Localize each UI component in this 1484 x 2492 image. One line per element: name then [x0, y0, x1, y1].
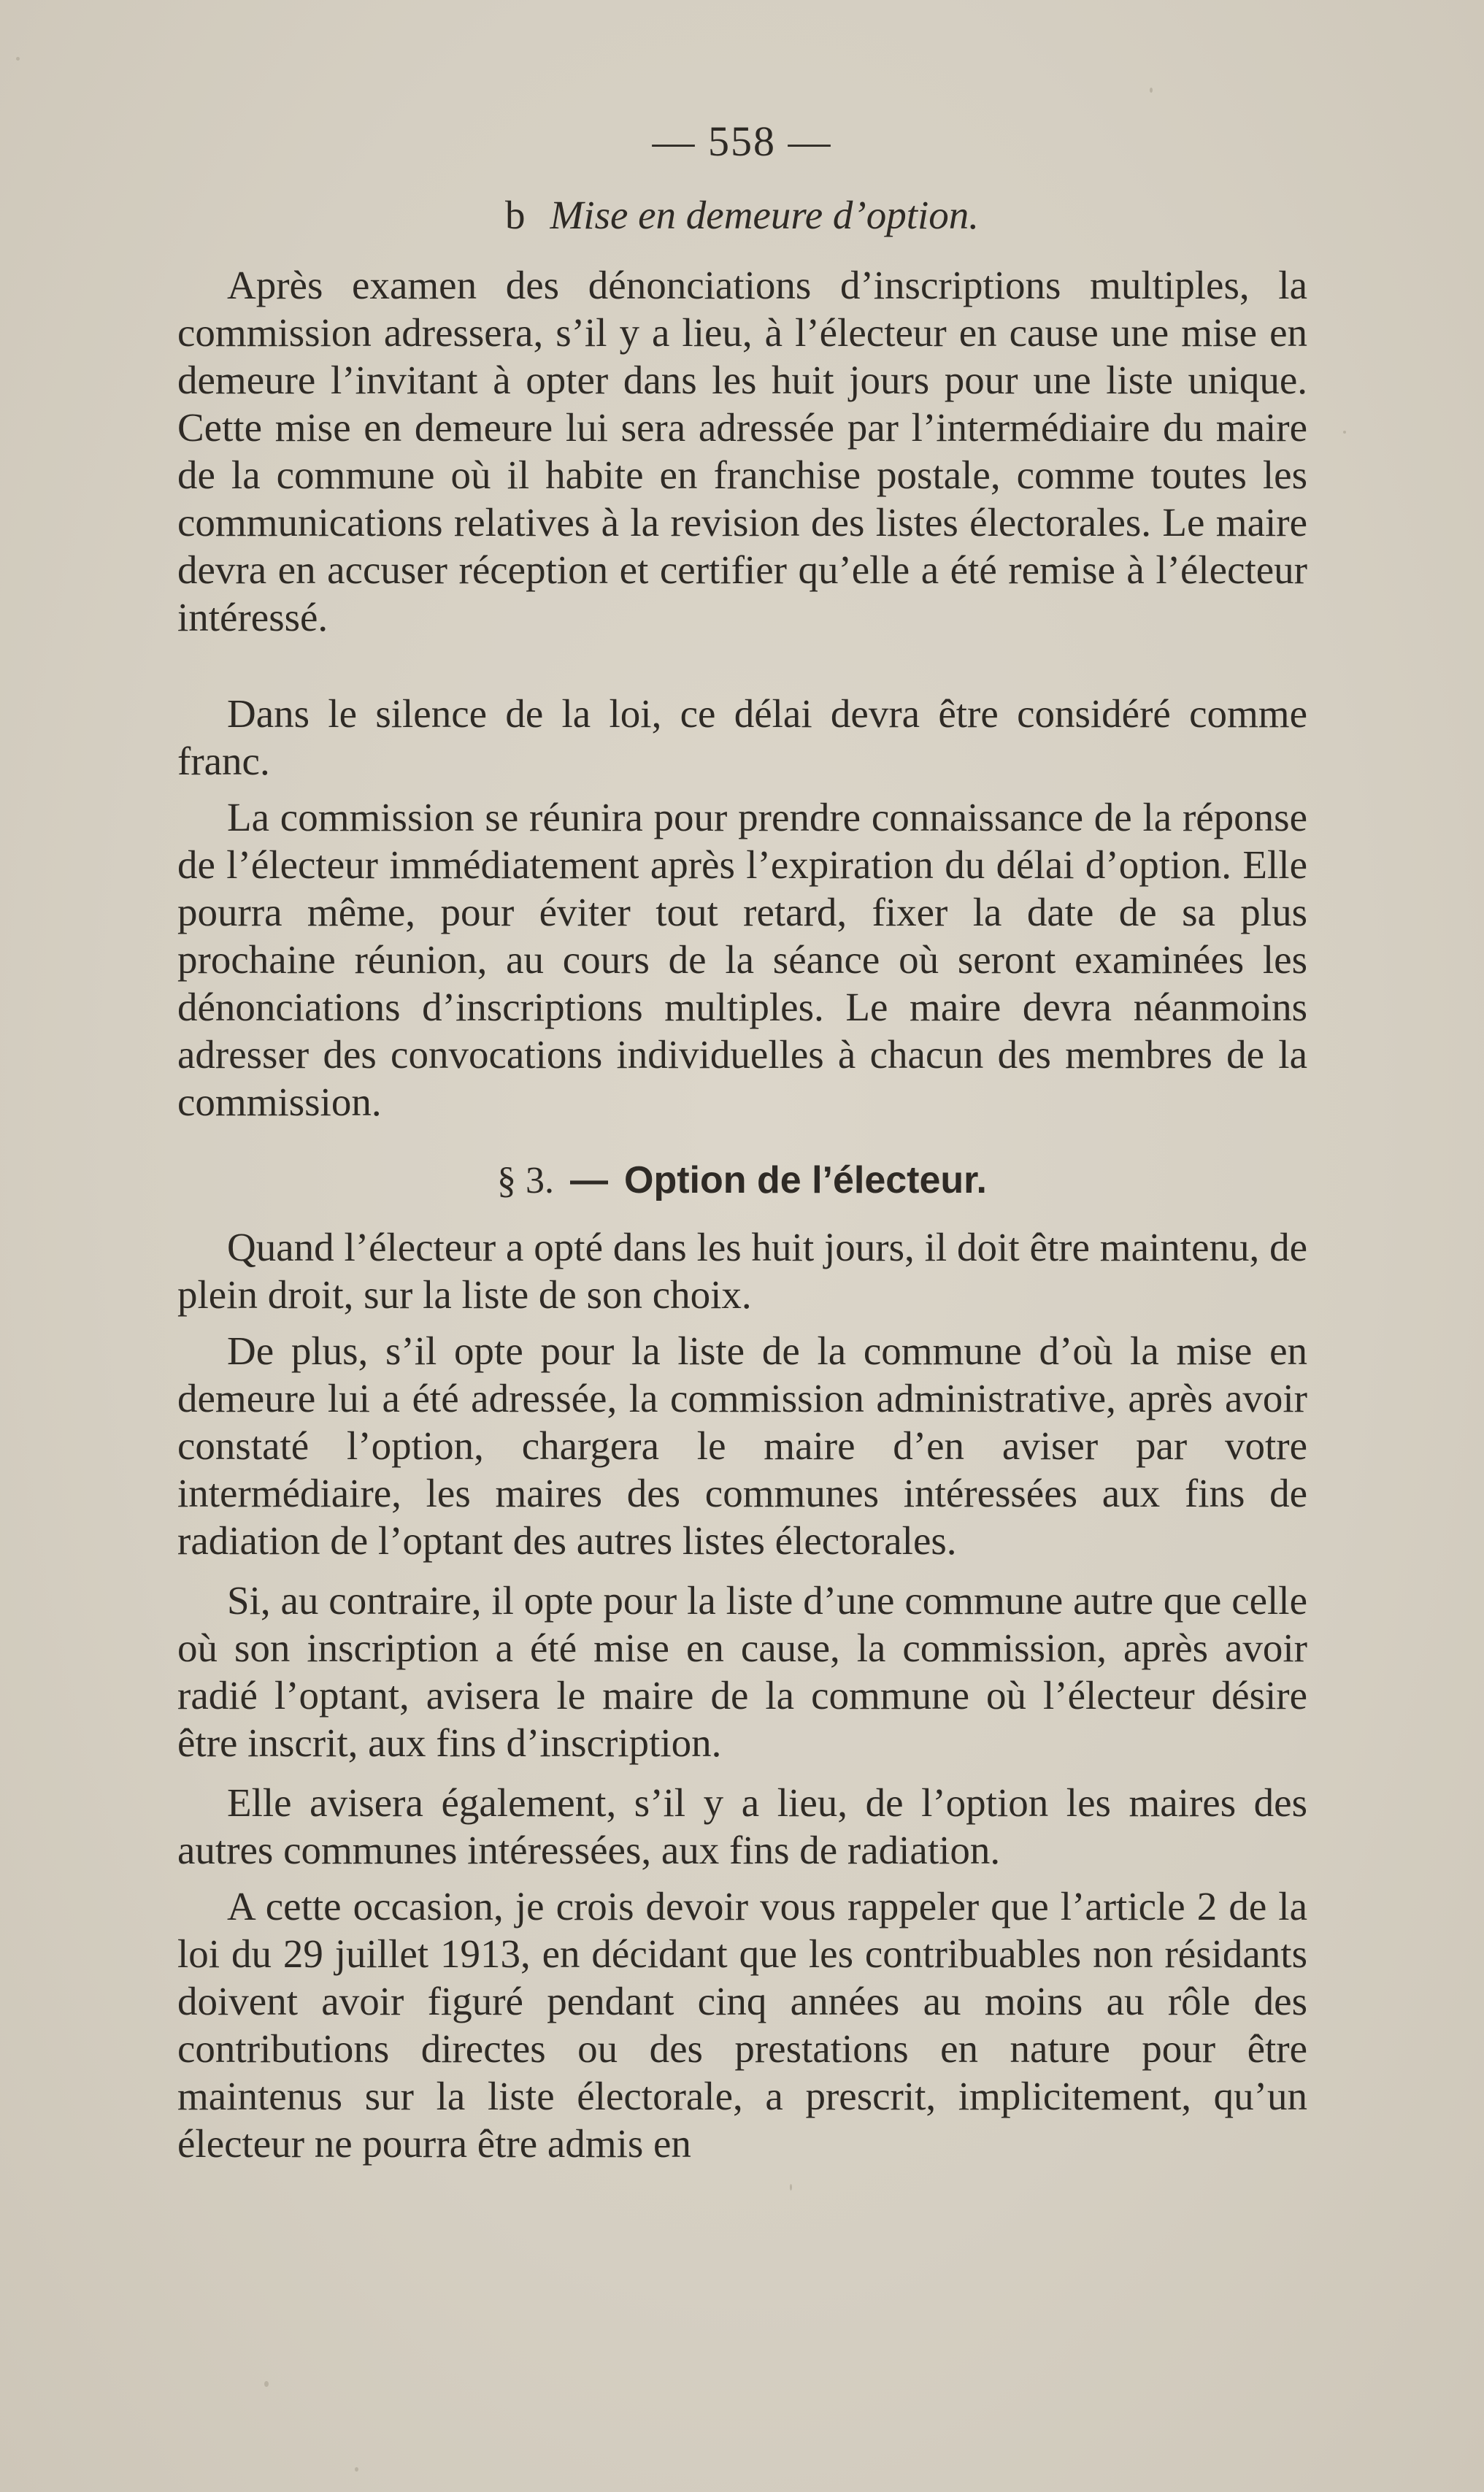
paper-speck [1343, 431, 1346, 434]
paragraph-option-maintien [177, 1223, 1307, 1318]
paper-speck [1150, 88, 1153, 93]
paper-speck [355, 2467, 358, 2472]
paragraph-text: Quand l’électeur a opté dans les huit jours, il doit être maintenu, de plein droit, sur la liste de son choix. [177, 1225, 1307, 1317]
paragraph-text: A cette occasion, je crois devoir vous rappeler que l’article 2 de la loi du 29 juillet 1913, en décidant que les contribuables non résidants doivent avoir figuré pendant cinq années au moins au rôle des contributions directes ou des prestations en nature pour être maintenus sur la liste électorale, a prescrit, implicitement, qu’un électeur ne pourra être admis en [177, 1884, 1307, 2166]
section-heading [0, 1157, 1484, 1204]
paragraph-option-meme-commune [177, 1327, 1307, 1564]
paragraph-text: Dans le silence de la loi, ce délai devra être considéré comme franc. [177, 691, 1307, 783]
paper-speck [790, 2184, 792, 2191]
paragraph-text: La commission se réunira pour prendre connaissance de la réponse de l’électeur immédiatement après l’expiration du délai d’option. Elle pourra même, pour éviter tout retard, fixer la date de sa plus prochaine réunion, au cours de la séance où seront examinées les dénonciations d’inscriptions multiples. Le maire devra néanmoins adresser des convocations individuelles à chacun des membres de la commission. [177, 795, 1307, 1124]
subheading [0, 191, 1484, 239]
paragraph-text: De plus, s’il opte pour la liste de la commune d’où la mise en demeure lui a été adressée, la commission administrative, après avoir constaté l’option, chargera le maire d’en aviser par votre intermédiaire, les maires des communes intéressées aux fins de radiation de l’optant des autres listes électorales. [177, 1328, 1307, 1563]
subheading-letter: b [504, 193, 526, 237]
section-separator: — [570, 1159, 608, 1201]
paragraph-rappel-loi [177, 1883, 1307, 2167]
paragraph-avis-maires [177, 1779, 1307, 1874]
paragraph-reunion-commission [177, 793, 1307, 1126]
paragraph-mise-en-demeure [177, 261, 1307, 641]
page-number: — 558 — [652, 118, 832, 165]
paragraph-text: Si, au contraire, il opte pour la liste d’une commune autre que celle où son inscription a été mise en cause, la commission, après avoir radié l’optant, avisera le maire de la commune où l’électeur désire être inscrit, aux fins d’inscription. [177, 1578, 1307, 1765]
paper-speck [16, 57, 20, 61]
paragraph-delai [177, 690, 1307, 785]
paper-speck [264, 2381, 269, 2387]
paragraph-text: Elle avisera également, s’il y a lieu, de l’option les maires des autres communes intéressées, aux fins de radiation. [177, 1780, 1307, 1872]
section-number: § 3. [497, 1160, 554, 1201]
paragraph-text: Après examen des dénonciations d’inscriptions multiples, la commission adressera, s’il y a lieu, à l’électeur en cause une mise en demeure l’invitant à opter dans les huit jours pour une liste unique. Cette mise en demeure lui sera adressée par l’intermédiaire du maire de la commune où il habite en franchise postale, comme toutes les communications relatives à la revision des listes électorales. Le maire devra en accuser réception et certifier qu’elle a été remise à l’électeur intéressé. [177, 263, 1307, 639]
paragraph-option-autre-commune [177, 1577, 1307, 1766]
section-title: Option de l’électeur. [624, 1159, 987, 1201]
subheading-title: Mise en demeure d’option. [550, 193, 980, 237]
